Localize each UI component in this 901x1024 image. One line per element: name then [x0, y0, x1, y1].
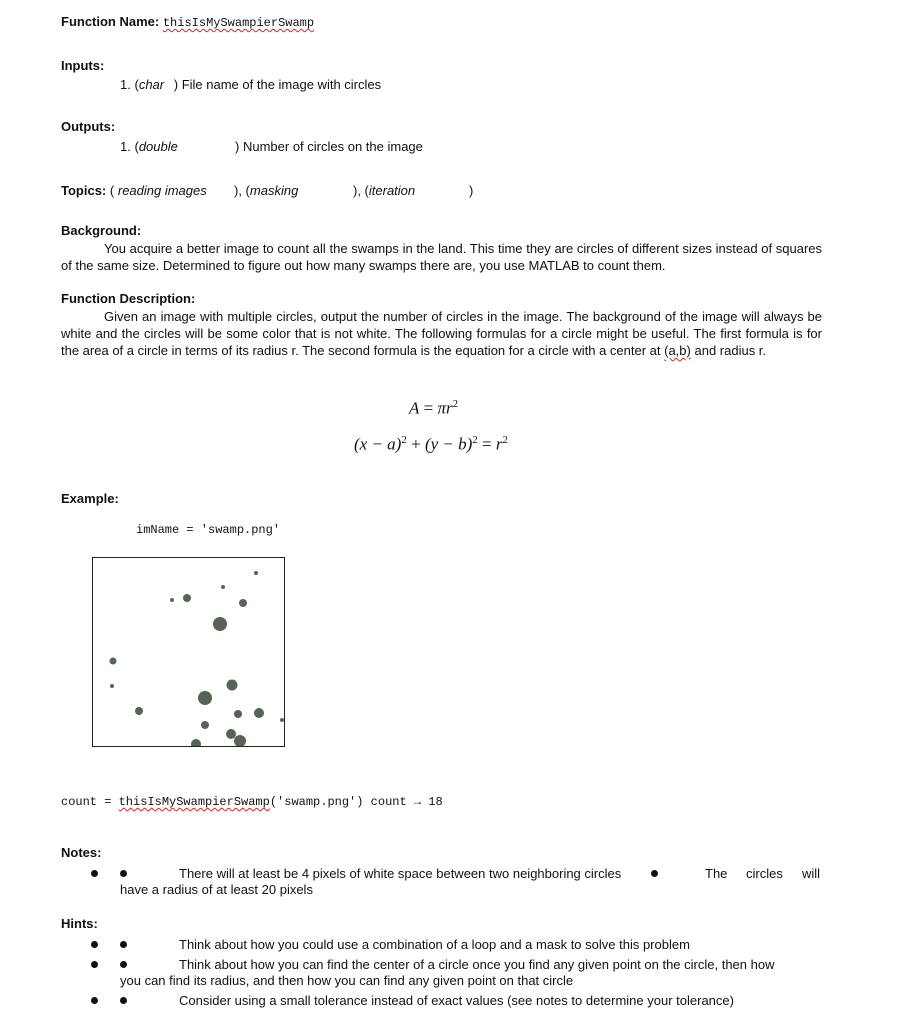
notes-heading: Notes:: [61, 845, 102, 860]
outputs-heading: Outputs:: [61, 119, 116, 134]
note-item-2-word: The: [705, 866, 728, 881]
bullet-icon: [120, 870, 127, 877]
area-exponent: 2: [452, 398, 459, 410]
circle-equals: =: [477, 434, 496, 454]
topics-seg-2: [234, 183, 298, 198]
count-prefix: count =: [61, 795, 119, 809]
circle-part1: (x − a): [354, 434, 402, 454]
bullet-icon: [91, 941, 98, 948]
swamp-circle: [191, 739, 201, 746]
bullet-icon: [120, 961, 127, 968]
function-name-line: [61, 14, 314, 30]
circle-part2: (y − b): [424, 434, 473, 454]
hint-item-3: Consider using a small tolerance instead of exact values (see notes to determine your tolerance): [179, 993, 734, 1008]
area-equals: =: [419, 398, 438, 418]
circle-exp1: 2: [401, 434, 407, 446]
swamp-circle: [110, 684, 114, 688]
inputs-item-number: 1.: [120, 77, 131, 92]
outputs-description: Number of circles on the image: [242, 139, 423, 154]
outputs-type-close: ): [235, 139, 240, 154]
count-args: ('swamp.png'): [269, 795, 364, 809]
area-formula: [409, 398, 458, 419]
bullet-icon: [120, 941, 127, 948]
background-text: You acquire a better image to count all the swamps in the land. This time they are circles of different sizes instead of squares of the same size. Determined to figure out how many swamps there are, you use MATLAB to count them.: [61, 241, 822, 273]
swamp-circle: [170, 598, 174, 602]
swamp-circle: [226, 729, 236, 739]
swamp-circle: [239, 599, 247, 607]
topic-item: reading images: [117, 183, 207, 198]
count-result-label: count: [370, 795, 407, 809]
outputs-item-number: 1.: [120, 139, 131, 154]
swamp-circle: [110, 658, 117, 665]
outputs-item: [120, 139, 178, 154]
swamp-circle: [254, 571, 258, 575]
inputs-heading: Inputs:: [61, 58, 105, 73]
swamp-circle: [213, 617, 227, 631]
bullet-icon: [91, 961, 98, 968]
circle-exp3: 2: [502, 434, 508, 446]
inputs-description: File name of the image with circles: [181, 77, 382, 92]
function-name-label: Function Name:: [61, 14, 160, 29]
area-pi: π: [437, 398, 447, 418]
swamp-circle: [198, 691, 212, 705]
circle-exp2: 2: [472, 434, 478, 446]
topic-item: iteration: [368, 183, 416, 198]
swamp-image: [92, 557, 285, 747]
topics-close: ): [469, 183, 474, 198]
circle-formula: [354, 434, 508, 455]
swamp-circle: [234, 735, 246, 746]
swamp-circle: [221, 585, 225, 589]
bullet-icon: [651, 870, 658, 877]
circle-plus: +: [406, 434, 425, 454]
note-item-2-word: will: [802, 866, 821, 881]
arrow-icon: →: [413, 795, 422, 809]
inputs-type: char: [138, 77, 165, 92]
swamp-circle: [135, 707, 143, 715]
im-name-code: imName = 'swamp.png': [136, 523, 281, 537]
swamp-image-canvas: [93, 558, 284, 746]
swamp-circle: [183, 594, 191, 602]
topics-line: [61, 183, 207, 198]
outputs-item-desc: [235, 139, 423, 154]
bullet-icon: [91, 870, 98, 877]
swamp-circle: [280, 718, 284, 722]
function-description-end: and radius r.: [694, 343, 767, 358]
count-code-line: [61, 795, 443, 809]
swamp-circle: [201, 721, 209, 729]
inputs-item: [120, 77, 381, 92]
function-description-main: Given an image with multiple circles, output the number of circles in the image. The background of the image will always be white and the circles will be some color that is not white. The following formulas for a circle might be useful. The first formula is for the area of a circle in terms of its radius r. The second formula is the equation for a circle with a center at: [61, 309, 822, 358]
function-description-text: [61, 308, 822, 359]
inputs-type-open: (: [134, 77, 139, 92]
topics-separator: ), (: [234, 183, 250, 198]
hint-item-1: Think about how you could use a combination of a loop and a mask to solve this problem: [179, 937, 690, 952]
note-item-1: There will at least be 4 pixels of white space between two neighboring circles: [179, 866, 622, 881]
area-lhs: A: [409, 398, 420, 418]
outputs-type: double: [138, 139, 178, 154]
topics-separator: ), (: [353, 183, 369, 198]
count-function: thisIsMySwampierSwamp: [118, 795, 270, 809]
swamp-circle: [234, 710, 242, 718]
hints-heading: Hints:: [61, 916, 98, 931]
center-ab: (a,b): [664, 343, 691, 358]
hint-item-2-cont: you can find its radius, and then how you can find any given point on that circle: [120, 973, 574, 988]
note-item-2-cont: have a radius of at least 20 pixels: [120, 882, 313, 897]
count-value: 18: [428, 795, 443, 809]
note-item-2-word: circles: [746, 866, 783, 881]
function-name-value: thisIsMySwampierSwamp: [162, 16, 315, 30]
bullet-icon: [120, 997, 127, 1004]
topic-item: masking: [249, 183, 299, 198]
topics-open: (: [109, 183, 115, 198]
bullet-icon: [91, 997, 98, 1004]
inputs-type-close: ): [173, 77, 179, 92]
outputs-type-open: (: [134, 139, 139, 154]
swamp-circle: [254, 708, 264, 718]
swamp-circle: [227, 680, 238, 691]
background-heading: Background:: [61, 223, 142, 238]
example-heading: Example:: [61, 491, 119, 506]
topics-seg-3: [353, 183, 415, 198]
circle-r: r: [495, 434, 503, 454]
function-description-heading: Function Description:: [61, 291, 196, 306]
area-r: r: [446, 398, 453, 418]
topics-label: Topics:: [61, 183, 107, 198]
hint-item-2: Think about how you can find the center of a circle once you find any given point on the circle, then how: [179, 957, 775, 972]
